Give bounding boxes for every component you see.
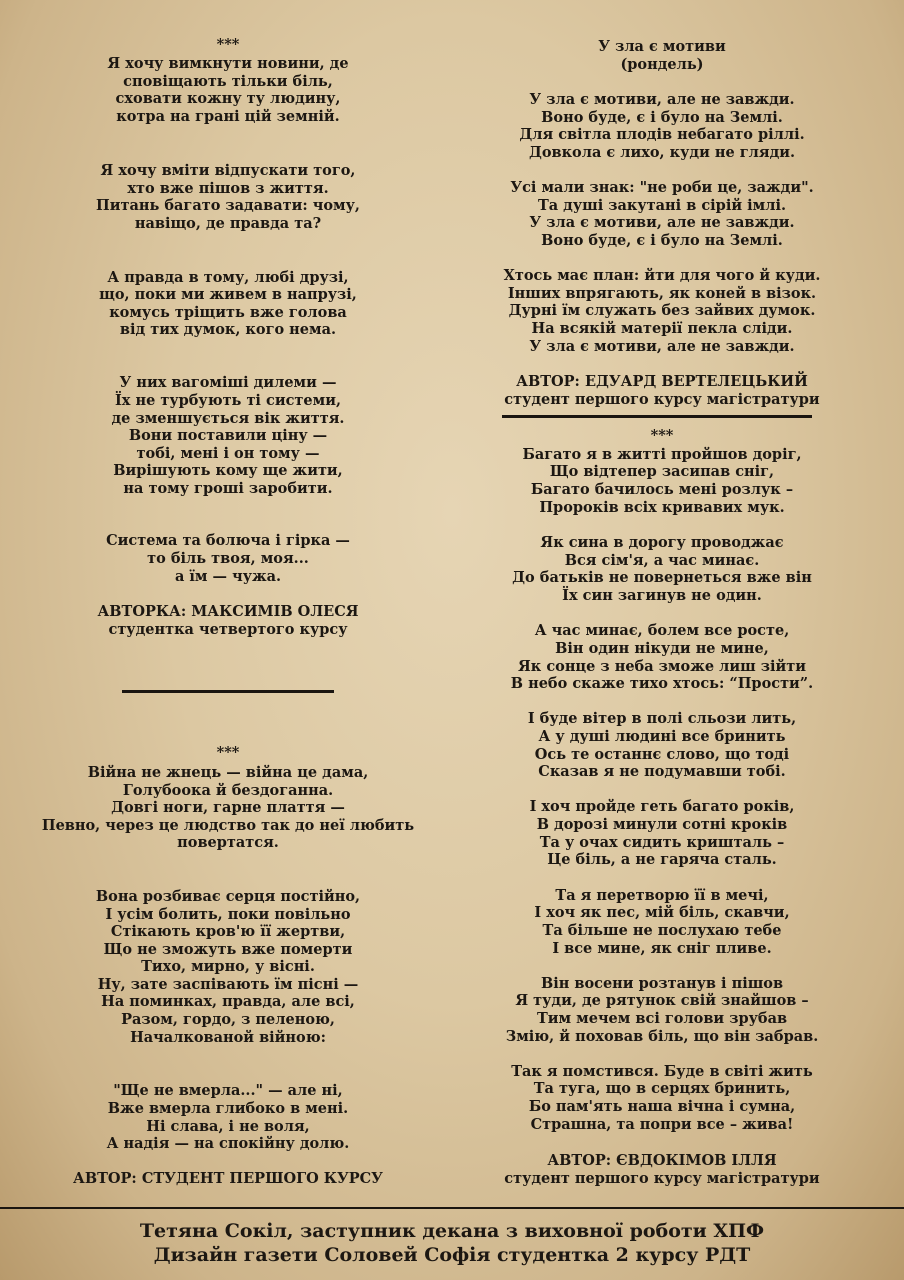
poem-line: У зла є мотиви, але не завжди. xyxy=(529,338,795,355)
poem-line: Як сина в дорогу проводжає xyxy=(540,534,784,551)
poem-line: Що відтепер засипав сніг, xyxy=(549,463,775,480)
poem-line: Тихо, мирно, у вісні. xyxy=(141,958,315,975)
poem-line: А у душі людині все бринить xyxy=(538,728,786,745)
poem-marker: *** xyxy=(650,427,674,444)
poem-line: Вже вмерла глибоко в мені. xyxy=(107,1100,349,1117)
poem-line: "Ще не вмерла..." — але ні, xyxy=(113,1082,343,1099)
poem-line: від тих думок, кого нема. xyxy=(119,321,337,338)
poem-line: Багато бачилось мені розлук – xyxy=(530,481,794,498)
poem-line: комусь тріщить вже голова xyxy=(109,304,347,321)
poem-marker: *** xyxy=(216,744,240,761)
poem-line: Інших впрягають, як коней в візок. xyxy=(507,285,817,302)
poem-line: Для світла плодів небагато ріллі. xyxy=(519,126,805,143)
poem-line: то біль твоя, моя... xyxy=(147,550,309,567)
poem-line: Усі мали знак: "не роби це, зажди". xyxy=(510,179,814,196)
poem-marker: *** xyxy=(216,36,240,53)
poem-line: Вся сім'я, а час минає. xyxy=(564,552,760,569)
poem-line: І усім болить, поки повільно xyxy=(105,906,351,923)
poem-line: Він восени розтанув і пішов xyxy=(540,975,784,992)
poem-line: навіщо, де правда та? xyxy=(134,215,322,232)
poem-line: У зла є мотиви, але не завжди. xyxy=(529,91,795,108)
poem-line: На всякій матерії пекла сліди. xyxy=(531,320,793,337)
poem-line: Довкола є лихо, куди не гляди. xyxy=(528,144,796,161)
footer-divider xyxy=(0,1207,904,1209)
poem-line: Це біль, а не гаряча сталь. xyxy=(547,851,777,868)
poem-author-note: студент першого курсу магістратури xyxy=(504,391,820,408)
poem-line: Війна не жнець — війна це дама, xyxy=(87,764,369,781)
poem-line: сховати кожну ту людину, xyxy=(115,90,341,107)
poem-author: АВТОР: ЄВДОКІМОВ ІЛЛЯ xyxy=(547,1152,777,1169)
poem-line: на тому гроші заробити. xyxy=(123,480,333,497)
poem-author-note: студентка четвертого курсу xyxy=(108,621,348,638)
poem-line: Стікають кров'ю її жертви, xyxy=(110,923,346,940)
poem-line: Дурні їм служать без зайвих думок. xyxy=(508,302,816,319)
poem-line: Та туга, що в серцях бринить, xyxy=(533,1080,791,1097)
divider xyxy=(122,690,334,693)
poem-line: І хоч пройде геть багато років, xyxy=(529,798,795,815)
poem-author: АВТОР: ЕДУАРД ВЕРТЕЛЕЦЬКИЙ xyxy=(516,373,808,390)
poem-line: Їх син загинув не один. xyxy=(562,587,762,604)
poem-line: В небо скаже тихо хтось: “Прости”. xyxy=(510,675,814,692)
poem-title: У зла є мотиви xyxy=(598,38,726,55)
footer-credit-editor: Тетяна Сокіл, заступник декана з виховної роботи ХПФ xyxy=(139,1220,765,1242)
poem-line: Певно, через це людство так до неї любить xyxy=(41,817,415,834)
poem-line: А надія — на спокійну долю. xyxy=(106,1135,350,1152)
poem-line: Так я помстився. Буде в світі жить xyxy=(511,1063,813,1080)
poem-line: Воно буде, є і було на Землі. xyxy=(541,232,783,249)
poem-line: Воно буде, є і було на Землі. xyxy=(541,109,783,126)
poem-line: Він один нікуди не мине, xyxy=(555,640,769,657)
poem-author: АВТОРКА: МАКСИМІВ ОЛЕСЯ xyxy=(97,603,359,620)
poem-line: Що не зможуть вже померти xyxy=(103,941,353,958)
poem-line: Пророків всіх кривавих мук. xyxy=(539,499,785,516)
poem-line: Бо пам'ять наша вічна і сумна, xyxy=(528,1098,796,1115)
poem-line: Я хочу вимкнути новини, де xyxy=(107,55,349,72)
poem-line: В дорозі минули сотні кроків xyxy=(536,816,788,833)
poem-line: Хтось має план: йти для чого й куди. xyxy=(503,267,821,284)
poem-line: Ні слава, і не воля, xyxy=(146,1118,310,1135)
poem-author: АВТОР: СТУДЕНТ ПЕРШОГО КУРСУ xyxy=(73,1170,383,1187)
poem-line: І буде вітер в полі сльози лить, xyxy=(527,710,797,727)
poem-line: Довгі ноги, гарне плаття — xyxy=(111,799,345,816)
poem-line: де зменшується вік життя. xyxy=(111,410,345,427)
poem-line: Ось те останнє слово, що тоді xyxy=(534,746,790,763)
poem-line: На поминках, правда, але всі, xyxy=(101,993,355,1010)
poem-line: Їх не турбують ті системи, xyxy=(114,392,342,409)
poem-line: а їм — чужа. xyxy=(174,568,282,585)
poem-line: хто вже пішов з життя. xyxy=(127,180,329,197)
poem-line: Та більше не послухаю тебе xyxy=(542,922,782,939)
poem-line: Змію, й поховав біль, що він забрав. xyxy=(505,1028,819,1045)
divider xyxy=(502,415,812,418)
poem-line: тобі, мені і он тому — xyxy=(136,445,320,462)
poem-line: Тим мечем всі голови зрубав xyxy=(536,1010,788,1027)
poem-line: Началкованой війною: xyxy=(130,1029,326,1046)
poem-line: Питань багато задавати: чому, xyxy=(96,197,360,214)
poem-line: У них вагоміші дилеми — xyxy=(119,374,337,391)
poem-line: І хоч як пес, мій біль, скавчи, xyxy=(534,904,790,921)
poem-line: Разом, гордо, з пеленою, xyxy=(121,1011,335,1028)
poem-line: Вона розбиває серця постійно, xyxy=(95,888,361,905)
poem-line: Та душі закутані в сірій імлі. xyxy=(537,197,787,214)
poem-line: Я хочу вміти відпускати того, xyxy=(100,162,356,179)
poem-line: А час минає, болем все росте, xyxy=(534,622,790,639)
poem-line: Вони поставили ціну — xyxy=(128,427,328,444)
poem-line: Як сонце з неба зможе лиш зійти xyxy=(518,658,806,675)
poem-line: повертатся. xyxy=(177,834,279,851)
poem-author-note: студент першого курсу магістратури xyxy=(504,1170,820,1187)
poem-line: що, поки ми живем в напрузі, xyxy=(99,286,357,303)
poem-line: Та я перетворю її в мечі, xyxy=(555,887,769,904)
poem-line: Вирішують кому ще жити, xyxy=(113,462,343,479)
poem-line: котра на грані цій земній. xyxy=(116,108,340,125)
poem-line: Голубоока й бездоганна. xyxy=(122,782,334,799)
poem-line: Я туди, де рятунок свій знайшов – xyxy=(515,992,809,1009)
poem-line: Багато я в житті пройшов доріг, xyxy=(522,446,802,463)
poem-line: Ну, зате заспівають їм пісні — xyxy=(97,976,359,993)
poem-line: сповіщають тільки біль, xyxy=(123,73,333,90)
poem-line: Сказав я не подумавши тобі. xyxy=(538,763,786,780)
poem-line: Система та болюча і гірка — xyxy=(106,532,350,549)
poem-line: І все мине, як сніг пливе. xyxy=(552,940,772,957)
poem-line: Страшна, та попри все – жива! xyxy=(530,1116,794,1133)
poem-line: Та у очах сидить кришталь – xyxy=(539,834,785,851)
poem-line: У зла є мотиви, але не завжди. xyxy=(529,214,795,231)
poem-subtitle: (рондель) xyxy=(620,56,704,73)
poem-line: А правда в тому, любі друзі, xyxy=(107,269,349,286)
poem-line: До батьків не повернеться вже він xyxy=(512,569,812,586)
footer-credit-design: Дизайн газети Соловей Софія студентка 2 курсу РДТ xyxy=(153,1244,751,1266)
